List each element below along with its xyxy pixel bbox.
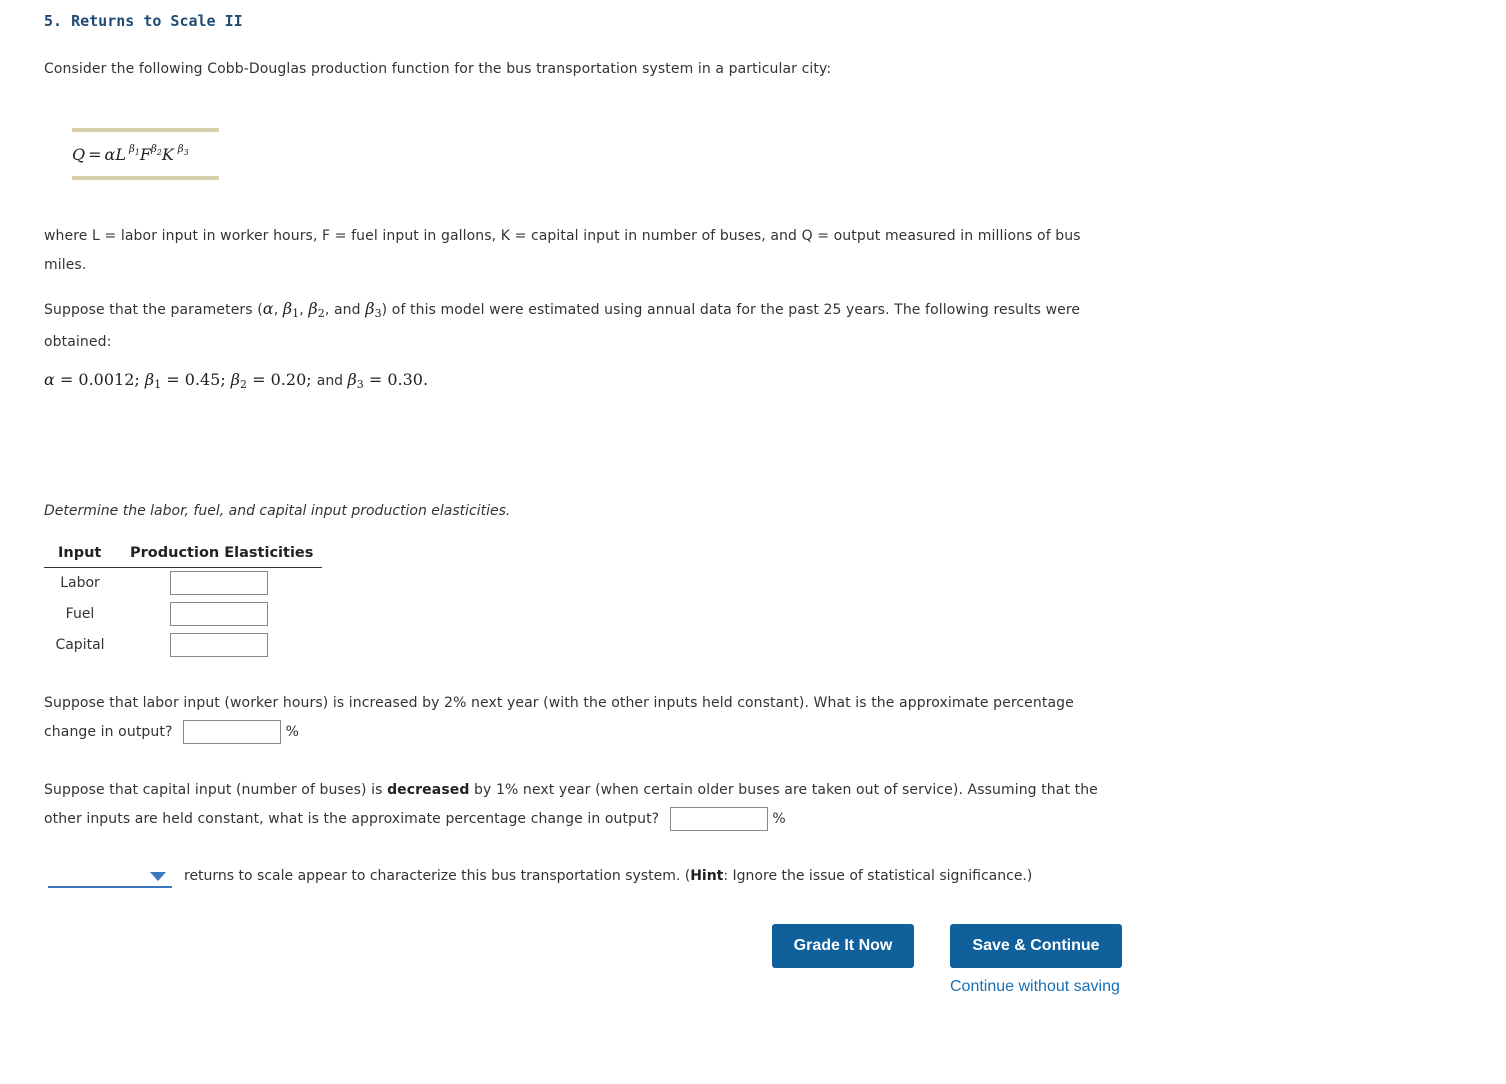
returns-to-scale-dropdown[interactable] xyxy=(48,868,172,888)
percent-label: % xyxy=(285,724,300,740)
instruction-text: Determine the labor, fuel, and capital input production elasticities. xyxy=(44,503,511,519)
capital-question-line1: Suppose that capital input (number of buses) is decreased by 1% next year (when certain older buses are taken out of service). Assuming that the xyxy=(44,782,1098,798)
labor-elasticity-input[interactable] xyxy=(170,571,268,595)
formula-box xyxy=(72,128,219,180)
capital-question xyxy=(44,776,1134,834)
table-row xyxy=(44,600,322,631)
intro-text: Consider the following Cobb-Douglas production function for the bus transportation system in a particular city: xyxy=(44,61,832,77)
grade-it-now-button[interactable]: Grade It Now xyxy=(772,924,914,968)
parameters-text: Suppose that the parameters (α, $\beta_1$, $\beta_2$, and $\beta_3$) of this model were estimated using annual data for the past 25 years. The following results were obtained: xyxy=(44,299,1081,350)
continue-without-saving-link[interactable]: Continue without saving xyxy=(950,978,1120,995)
elasticities-table xyxy=(44,542,322,653)
returns-to-scale-text: returns to scale appear to characterize this bus transportation system. (Hint: Ignore the issue of statistical significance.) xyxy=(184,868,1033,884)
labor-question xyxy=(44,689,1134,747)
capital-question-line2: other inputs are held constant, what is the approximate percentage change in output? % xyxy=(44,805,1134,834)
labor-question-line2: change in output? % xyxy=(44,718,1134,747)
labor-question-line1: Suppose that labor input (worker hours) is increased by 2% next year (with the other inputs held constant). What is the approximate percentage xyxy=(44,695,1074,711)
header-input: Input xyxy=(58,545,102,561)
table-row xyxy=(44,631,322,662)
header-elasticities: Production Elasticities xyxy=(130,545,314,561)
row-label-fuel: Fuel xyxy=(65,606,95,622)
table-row xyxy=(44,569,322,600)
chevron-down-icon xyxy=(150,872,166,881)
labor-output-change-input[interactable] xyxy=(183,720,281,744)
row-label-labor: Labor xyxy=(60,575,100,591)
capital-output-change-input[interactable] xyxy=(670,807,768,831)
table-header xyxy=(44,542,322,568)
row-label-capital: Capital xyxy=(55,637,105,653)
capital-elasticity-input[interactable] xyxy=(170,633,268,657)
fuel-elasticity-input[interactable] xyxy=(170,602,268,626)
production-function: Q = αL $^{\beta_1}F^{\beta_2}K$ $^{\beta_3}$ xyxy=(72,144,189,164)
save-and-continue-button[interactable]: Save & Continue xyxy=(950,924,1122,968)
estimated-results: α = 0.0012; $\beta_1 = 0.45$; $\beta_2 = 0.20$; and $\beta_3 = 0.30$. xyxy=(44,370,429,391)
percent-label: % xyxy=(772,811,786,827)
question-title: 5. Returns to Scale II xyxy=(44,12,243,30)
variable-definitions: where L = labor input in worker hours, F = fuel input in gallons, K = capital input in number of buses, and Q = output measured in millions of bus miles. xyxy=(44,228,1081,273)
